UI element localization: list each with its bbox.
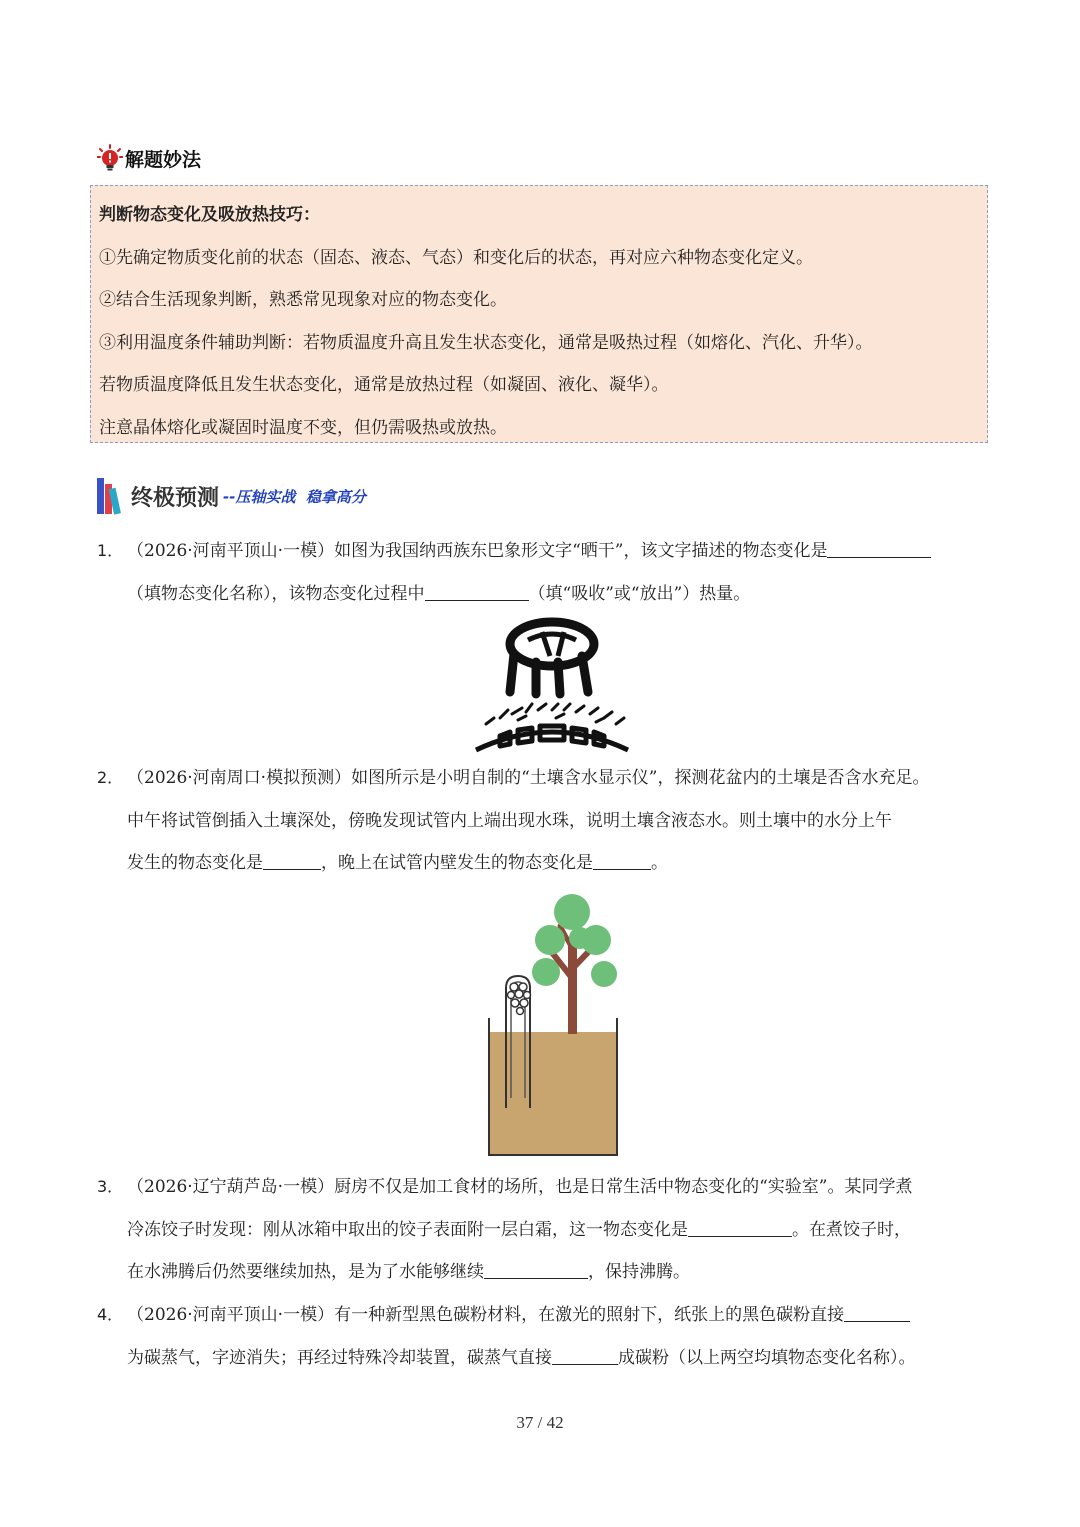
tips-line: ②结合生活现象判断，熟悉常见现象对应的物态变化。: [99, 290, 507, 310]
question-3: [97, 1166, 987, 1294]
question-text: 为碳蒸气，字迹消失；再经过特殊冷却装置，碳蒸气直接: [127, 1347, 552, 1368]
final-heading-subtitle: --压轴实战 稳拿高分: [223, 487, 366, 506]
question-text: ，晚上在试管内壁发生的物态变化是: [321, 853, 593, 873]
answer-blank[interactable]: [425, 582, 529, 601]
question-text: （2026·河南平顶山·一模）有一种新型黑色碳粉材料，在激光的照射下，纸张上的黑色碳粉直接: [127, 1305, 845, 1325]
question-2: [97, 757, 987, 885]
question-text: 发生的物态变化是: [127, 853, 263, 873]
answer-blank[interactable]: [593, 851, 651, 870]
question-number: 4．: [97, 1305, 124, 1324]
tips-line: 判断物态变化及吸放热技巧：: [99, 205, 320, 225]
tips-box: [90, 185, 988, 443]
tips-heading: [97, 141, 201, 175]
question-number: 3．: [97, 1177, 124, 1196]
page-number: 37 / 42: [516, 1413, 564, 1432]
tips-line: ①先确定物质变化前的状态（固态、液态、气态）和变化后的状态，再对应六种物态变化定义。: [99, 247, 813, 268]
lightbulb-alert-icon: [97, 144, 123, 172]
question-text: 。: [651, 853, 668, 873]
answer-blank[interactable]: [263, 851, 321, 870]
question-text: （2026·河南周口·模拟预测）如图所示是小明自制的“土壤含水显示仪”，探测花盆内的土壤是否含水充足。: [127, 768, 930, 788]
question-text: （填物态变化名称），该物态变化过程中: [127, 583, 425, 604]
question-text: 冷冻饺子时发现：刚从冰箱中取出的饺子表面附一层白霜，这一物态变化是: [127, 1219, 688, 1240]
tips-line: ③利用温度条件辅助判断：若物质温度升高且发生状态变化，通常是吸热过程（如熔化、汽化、升华）。: [99, 332, 873, 353]
answer-blank[interactable]: [552, 1346, 618, 1365]
dongba-pictograph-figure: [470, 614, 635, 756]
question-text: 。在煮饺子时，: [792, 1219, 911, 1240]
final-heading-title: 终极预测: [131, 485, 220, 511]
final-heading: [97, 474, 366, 518]
soil: [490, 1032, 616, 1155]
question-text: 成碳粉（以上两空均填物态变化名称）。: [618, 1347, 916, 1368]
soil-moisture-indicator-figure: [480, 888, 630, 1160]
answer-blank[interactable]: [688, 1218, 792, 1237]
question-number: 1．: [97, 541, 124, 560]
answer-blank[interactable]: [827, 539, 931, 558]
question-text: （2026·辽宁葫芦岛·一模）厨房不仅是加工食材的场所，也是日常生活中物态变化的“实验室”。某同学煮: [127, 1177, 913, 1197]
books-icon: [97, 476, 127, 516]
question-text: （2026·河南平顶山·一模）如图为我国纳西族东巴象形文字“晒干”，该文字描述的物态变化是: [127, 541, 828, 561]
question-1: [97, 530, 987, 615]
question-text: 在水沸腾后仍然要继续加热，是为了水能够继续: [127, 1262, 484, 1282]
question-4: [97, 1294, 987, 1379]
question-number: 2．: [97, 768, 124, 787]
tips-heading-text: 解题妙法: [125, 148, 202, 171]
question-text: ，保持沸腾。: [588, 1262, 690, 1282]
question-text: （填“吸收”或“放出”）热量。: [528, 583, 751, 604]
tips-line: 若物质温度降低且发生状态变化，通常是放热过程（如凝固、液化、凝华）。: [99, 375, 669, 395]
answer-blank[interactable]: [484, 1260, 588, 1279]
question-text: 中午将试管倒插入土壤深处，傍晚发现试管内上端出现水珠，说明土壤含液态水。则土壤中的水分上午: [127, 810, 892, 831]
tips-line: 注意晶体熔化或凝固时温度不变，但仍需吸热或放热。: [99, 417, 507, 438]
answer-blank[interactable]: [844, 1303, 910, 1322]
